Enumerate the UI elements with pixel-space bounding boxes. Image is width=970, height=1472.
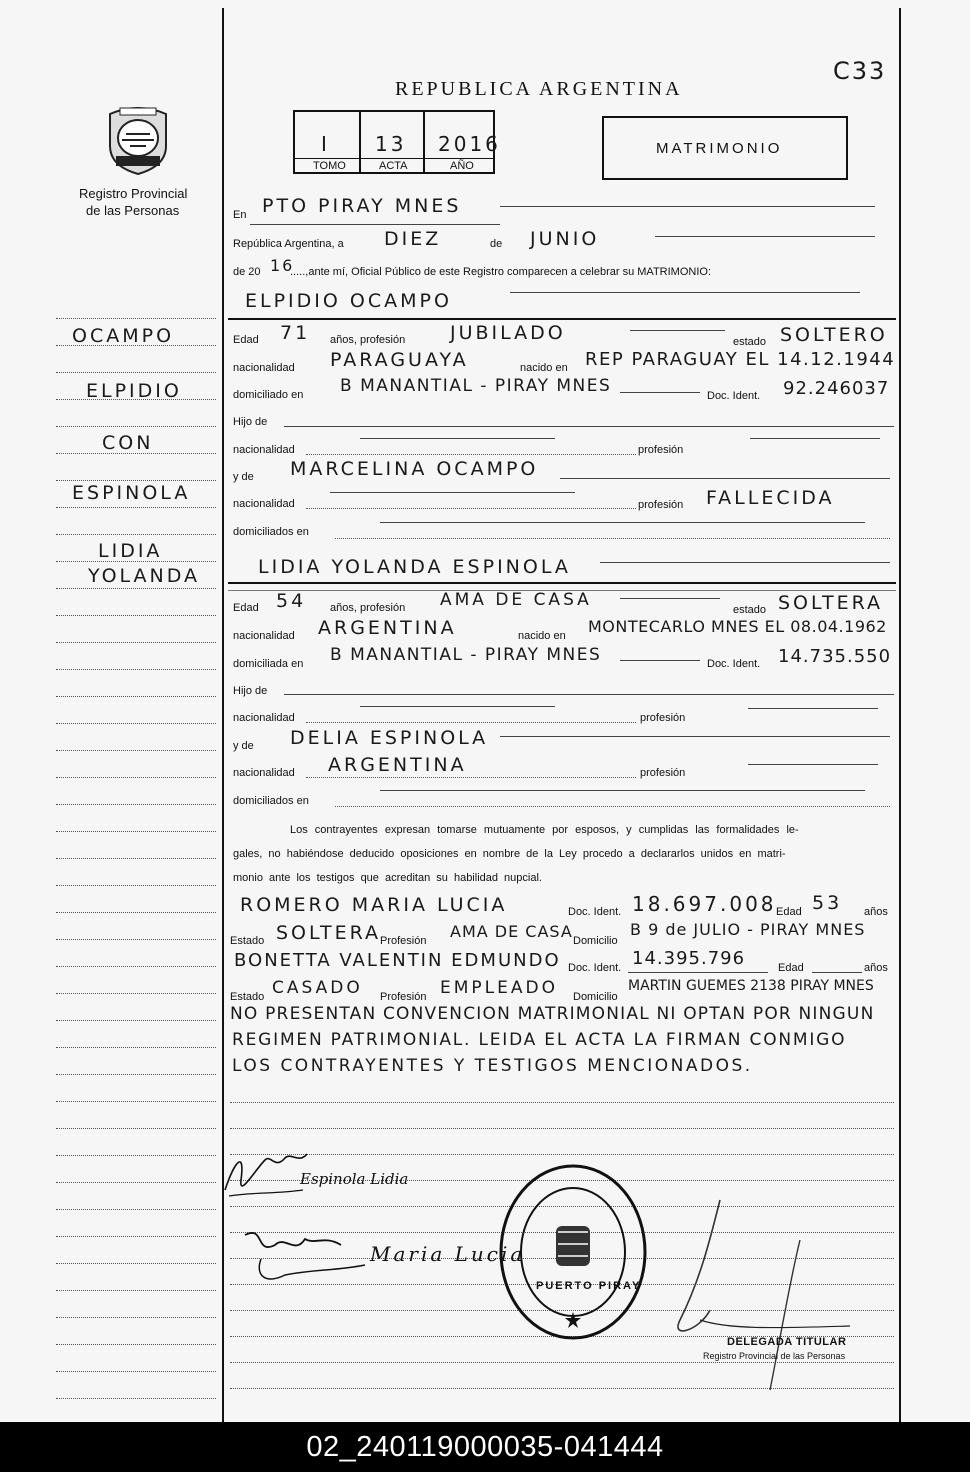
groom-doc: 92.246037 bbox=[783, 378, 890, 399]
margin-rule-line bbox=[56, 372, 216, 373]
margin-rule-line bbox=[56, 1128, 216, 1129]
en-label: En bbox=[233, 209, 247, 221]
bride-hijo-label: Hijo de bbox=[233, 685, 268, 697]
groom-hijo-label: Hijo de bbox=[233, 416, 268, 428]
signature-text-1: Espinola Lidia bbox=[300, 1170, 409, 1188]
margin-groom-surname: OCAMPO bbox=[72, 325, 175, 347]
bride-doc: 14.735.550 bbox=[778, 646, 892, 667]
bride-estado-label: estado bbox=[733, 604, 767, 616]
note-line-1: NO PRESENTAN CONVENCION MATRIMONIAL NI OPTAN POR NINGUN bbox=[230, 1004, 875, 1024]
misiones-seal-icon bbox=[100, 100, 176, 176]
acta-value: 13 bbox=[375, 132, 407, 156]
witness2-doc: 14.395.796 bbox=[632, 948, 746, 969]
witness2-profession: EMPLEADO bbox=[440, 978, 558, 998]
margin-rule-line bbox=[56, 642, 216, 643]
groom-full-name: ELPIDIO OCAMPO bbox=[245, 290, 452, 312]
groom-profession: JUBILADO bbox=[450, 322, 566, 344]
margin-rule-line bbox=[56, 318, 216, 319]
bride-domiciliados-label: domiciliados en bbox=[233, 795, 309, 807]
margin-rule-line bbox=[56, 1155, 216, 1156]
groom-mother-nac-label: nacionalidad bbox=[233, 498, 295, 510]
bride-anos-label: años, profesión bbox=[330, 602, 406, 614]
margin-rule-line bbox=[56, 831, 216, 832]
bride-age: 54 bbox=[276, 590, 307, 612]
groom-address: B MANANTIAL - PIRAY MNES bbox=[340, 376, 612, 396]
margin-rule-line bbox=[56, 1209, 216, 1210]
margin-rule-line bbox=[56, 1101, 216, 1102]
witness1-address: B 9 de JULIO - PIRAY MNES bbox=[630, 920, 866, 939]
margin-bride-name-2: YOLANDA bbox=[88, 565, 201, 587]
witness1-dom-label: Domicilio bbox=[573, 935, 618, 947]
signature-text-2: Maria Lucia bbox=[370, 1242, 526, 1266]
margin-rule-line bbox=[56, 507, 216, 508]
groom-anos-label: años, profesión bbox=[330, 334, 406, 346]
margin-rule-line bbox=[56, 750, 216, 751]
bride-profession: AMA DE CASA bbox=[440, 590, 592, 610]
witness2-name: BONETTA VALENTIN EDMUNDO bbox=[234, 950, 561, 971]
bride-full-name: LIDIA YOLANDA ESPINOLA bbox=[258, 556, 571, 578]
witness1-age: 53 bbox=[812, 892, 843, 914]
document-id-footer: 02_240119000035-041444 bbox=[0, 1422, 970, 1472]
groom-mother-profession: FALLECIDA bbox=[706, 487, 835, 509]
margin-rule-line bbox=[56, 1317, 216, 1318]
bride-nationality: ARGENTINA bbox=[318, 617, 457, 639]
bride-mother-nac-label: nacionalidad bbox=[233, 767, 295, 779]
margin-rule-line bbox=[56, 858, 216, 859]
bride-address: B MANANTIAL - PIRAY MNES bbox=[330, 645, 602, 665]
groom-nac-label: nacionalidad bbox=[233, 362, 295, 374]
declaration-line-1: Los contrayentes expresan tomarse mutuamente por esposos, y cumplidas las formalidades le- bbox=[290, 824, 799, 836]
bride-father-prof-label: profesión bbox=[640, 712, 686, 724]
officer-title: DELEGADA TITULAR bbox=[727, 1336, 847, 1348]
bride-edad-label: Edad bbox=[233, 602, 259, 614]
act-type-box bbox=[602, 116, 848, 180]
place-value: PTO PIRAY MNES bbox=[262, 195, 462, 217]
main-rule-line bbox=[230, 1102, 894, 1103]
margin-rule-line bbox=[56, 1020, 216, 1021]
witness2-estado-label: Estado bbox=[230, 991, 265, 1003]
groom-status: SOLTERO bbox=[780, 324, 888, 346]
tomo-value: I bbox=[321, 132, 330, 156]
tomo-acta-box bbox=[293, 110, 501, 174]
month-value: JUNIO bbox=[530, 228, 600, 250]
registry-line-2: de las Personas bbox=[86, 203, 180, 218]
margin-rule-line bbox=[56, 885, 216, 886]
bride-nacido-label: nacido en bbox=[518, 630, 566, 642]
bride-yde-label: y de bbox=[233, 740, 254, 752]
groom-mother: MARCELINA OCAMPO bbox=[290, 458, 539, 480]
margin-rule-line bbox=[56, 777, 216, 778]
stamp-inner-text: PUERTO PIRAY bbox=[536, 1280, 642, 1292]
margin-rule-line bbox=[56, 426, 216, 427]
margin-rule-line bbox=[56, 1236, 216, 1237]
registry-line-1: Registro Provincial bbox=[79, 186, 188, 201]
declaration-line-3: monio ante los testigos que acreditan su habilidad nupcial. bbox=[233, 872, 542, 884]
witness1-doc-label: Doc. Ident. bbox=[568, 906, 622, 918]
groom-age: 71 bbox=[280, 322, 311, 344]
groom-nacido-label: nacido en bbox=[520, 362, 568, 374]
witness1-profession: AMA DE CASA bbox=[450, 922, 573, 941]
ano-label: AÑO bbox=[450, 160, 474, 172]
folio-number: C33 bbox=[833, 57, 887, 85]
groom-birth: REP PARAGUAY EL 14.12.1944 bbox=[585, 349, 896, 370]
registry-stamp-icon bbox=[498, 1162, 648, 1342]
witness1-edad-label: Edad bbox=[776, 906, 802, 918]
margin-rule-line bbox=[56, 912, 216, 913]
year-suffix: 16 bbox=[270, 256, 295, 275]
witness1-status: SOLTERA bbox=[276, 922, 382, 944]
margin-rule-line bbox=[56, 1263, 216, 1264]
de-label: de bbox=[490, 238, 503, 250]
witness2-edad-label: Edad bbox=[778, 962, 804, 974]
bride-birth: MONTECARLO MNES EL 08.04.1962 bbox=[588, 617, 887, 636]
bride-father-nac-label: nacionalidad bbox=[233, 712, 295, 724]
acta-label: ACTA bbox=[379, 160, 408, 172]
margin-rule-line bbox=[56, 588, 216, 589]
groom-estado-label: estado bbox=[733, 336, 767, 348]
margin-rule-line bbox=[56, 696, 216, 697]
bride-mother: DELIA ESPINOLA bbox=[290, 727, 489, 749]
margin-rule-line bbox=[56, 1182, 216, 1183]
groom-yde-label: y de bbox=[233, 471, 254, 483]
witness2-address: MARTIN GUEMES 2138 PIRAY MNES bbox=[628, 978, 874, 994]
margin-rule-line bbox=[56, 615, 216, 616]
margin-rule-line bbox=[56, 1344, 216, 1345]
bride-dom-label: domiciliada en bbox=[233, 658, 304, 670]
bride-mother-prof-label: profesión bbox=[640, 767, 686, 779]
year-prefix: de 20 bbox=[233, 266, 261, 278]
margin-rule-line bbox=[56, 669, 216, 670]
bride-mother-nationality: ARGENTINA bbox=[328, 754, 467, 776]
margin-rule-line bbox=[56, 723, 216, 724]
groom-dom-label: domiciliado en bbox=[233, 389, 304, 401]
witness2-prof-label: Profesión bbox=[380, 991, 427, 1003]
witness1-doc: 18.697.008 bbox=[632, 892, 777, 916]
margin-rule-line bbox=[56, 1398, 216, 1399]
margin-rule-line bbox=[56, 534, 216, 535]
day-value: DIEZ bbox=[384, 228, 442, 250]
margin-rule-line bbox=[56, 1290, 216, 1291]
bride-nac-label: nacionalidad bbox=[233, 630, 295, 642]
margin-rule-line bbox=[56, 993, 216, 994]
groom-domiciliados-label: domiciliados en bbox=[233, 526, 309, 538]
groom-father-nac-label: nacionalidad bbox=[233, 444, 295, 456]
witness2-doc-label: Doc. Ident. bbox=[568, 962, 622, 974]
margin-rule-line bbox=[56, 804, 216, 805]
country-title: REPUBLICA ARGENTINA bbox=[395, 78, 683, 100]
bride-doc-label: Doc. Ident. bbox=[707, 658, 761, 670]
signature-officer bbox=[640, 1180, 870, 1410]
groom-edad-label: Edad bbox=[233, 334, 259, 346]
declaration-line-2: gales, no habiéndose deducido oposiciones en nombre de la Ley procedo a declararlos unidos en matri- bbox=[233, 848, 786, 860]
margin-rule-line bbox=[56, 1047, 216, 1048]
intro-sentence: .....,ante mí, Oficial Público de este Registro comparecen a celebrar su MATRIMONIO: bbox=[290, 266, 712, 278]
ano-value: 2016 bbox=[438, 132, 501, 156]
margin-rule-line bbox=[56, 966, 216, 967]
witness2-status: CASADO bbox=[272, 978, 363, 998]
groom-father-prof-label: profesión bbox=[638, 444, 684, 456]
right-border bbox=[899, 8, 901, 1422]
officer-org: Registro Provincial de las Personas bbox=[703, 1351, 846, 1361]
witness1-prof-label: Profesión bbox=[380, 935, 427, 947]
witness1-estado-label: Estado bbox=[230, 935, 265, 947]
margin-rule-line bbox=[56, 1074, 216, 1075]
main-rule-line bbox=[230, 1128, 894, 1129]
margin-groom-name: ELPIDIO bbox=[86, 380, 182, 402]
groom-mother-prof-label: profesión bbox=[638, 499, 684, 511]
witness1-name: ROMERO MARIA LUCIA bbox=[240, 894, 508, 916]
margin-bride-surname: ESPINOLA bbox=[72, 482, 191, 504]
witness1-anos-label: años bbox=[864, 906, 888, 918]
margin-bride-name-1: LIDIA bbox=[98, 540, 163, 562]
note-line-3: LOS CONTRAYENTES Y TESTIGOS MENCIONADOS. bbox=[232, 1056, 753, 1076]
groom-nationality: PARAGUAYA bbox=[330, 349, 469, 371]
witness2-anos-label: años bbox=[864, 962, 888, 974]
margin-rule-line bbox=[56, 1371, 216, 1372]
tomo-label: TOMO bbox=[313, 160, 346, 172]
bride-status: SOLTERA bbox=[778, 592, 884, 614]
note-line-2: REGIMEN PATRIMONIAL. LEIDA EL ACTA LA FIRMAN CONMIGO bbox=[232, 1030, 847, 1050]
groom-doc-label: Doc. Ident. bbox=[707, 390, 761, 402]
margin-connector: CON bbox=[102, 432, 154, 454]
witness2-dom-label: Domicilio bbox=[573, 991, 618, 1003]
act-type: MATRIMONIO bbox=[656, 140, 783, 157]
margin-rule-line bbox=[56, 480, 216, 481]
republica-label: República Argentina, a bbox=[233, 238, 344, 250]
margin-rule-line bbox=[56, 939, 216, 940]
